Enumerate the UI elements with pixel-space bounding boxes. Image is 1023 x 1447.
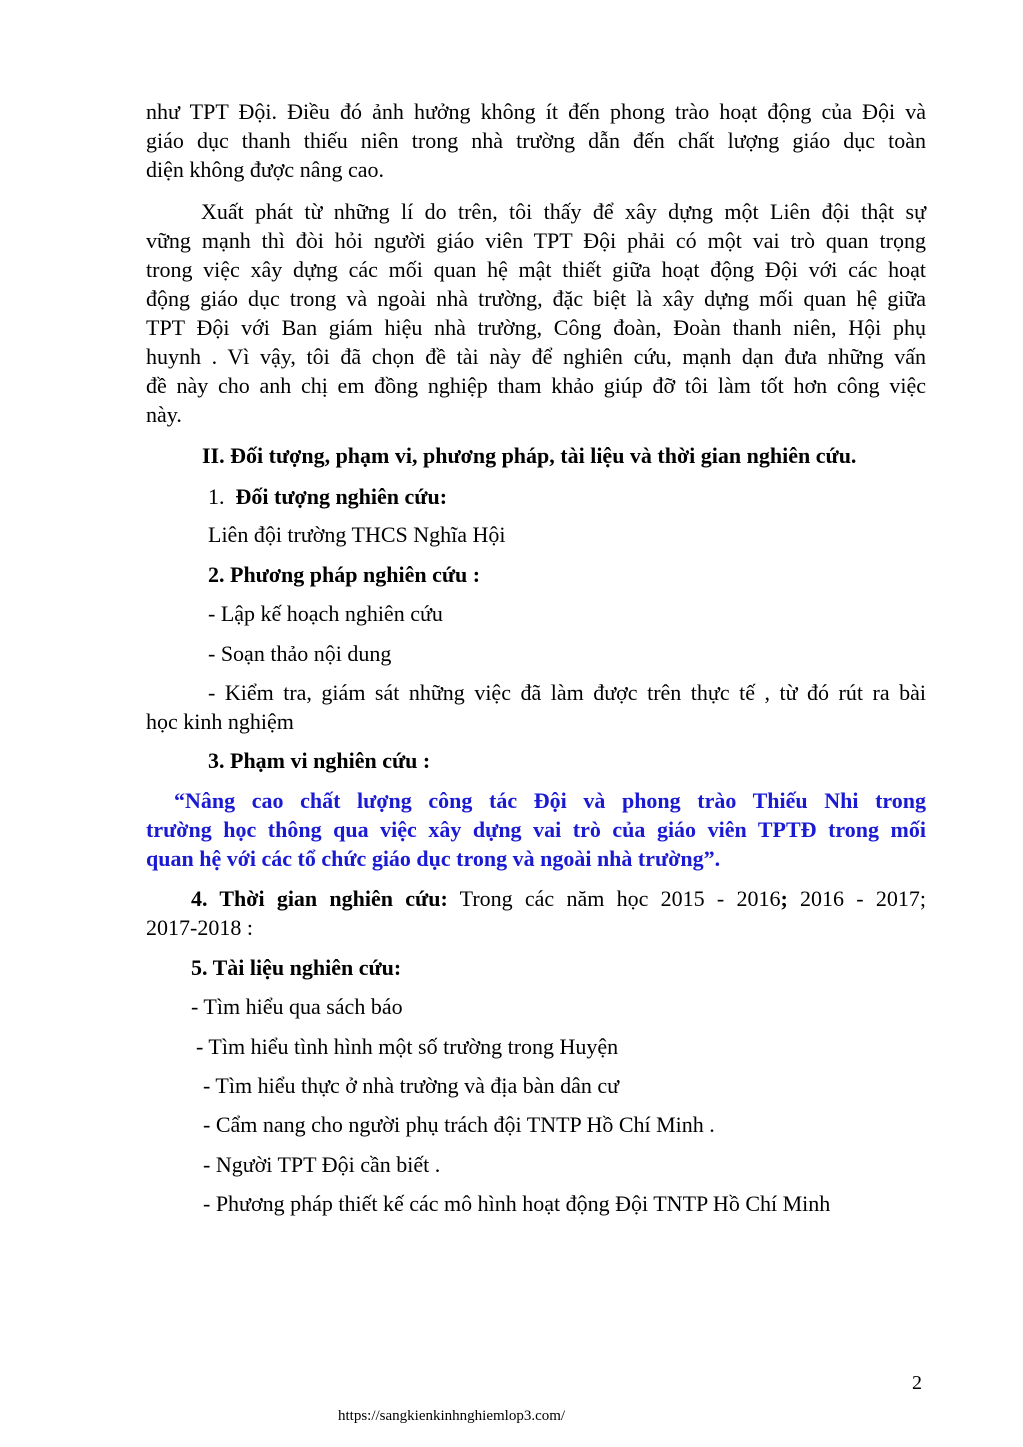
footer-url: https://sangkienkinhnghiemlop3.com/ <box>338 1408 566 1424</box>
subsection-1-text: Liên đội trường THCS Nghĩa Hội <box>208 522 506 547</box>
subsection-5-heading: 5. Tài liệu nghiên cứu: <box>191 955 402 980</box>
list-item: - Lập kế hoạch nghiên cứu <box>208 601 443 626</box>
list-item: - Người TPT Đội cần biết . <box>203 1152 441 1177</box>
subsection-number: 1. <box>208 484 225 509</box>
text-line: Xuất phát từ những lí do trên, tôi thấy để xây dựng một Liên đội thật sự <box>201 199 926 224</box>
page-number: 2 <box>912 1372 922 1394</box>
text-line: trong việc xây dựng các mối quan hệ mật thiết giữa hoạt động Đội với các hoạt <box>146 257 926 282</box>
time-range-text: Trong các năm học 2015 - 2016 <box>447 886 781 911</box>
text-line: giáo dục thanh thiếu niên trong nhà trường dẫn đến chất lượng giáo dục toàn <box>146 128 926 153</box>
text-line: - Kiểm tra, giám sát những việc đã làm được trên thực tế , từ đó rút ra bài <box>208 680 926 705</box>
text-line: 2017-2018 : <box>146 915 253 940</box>
reason-paragraph <box>146 197 926 429</box>
list-item: - Tìm hiểu tình hình một số trường trong Huyện <box>196 1034 619 1059</box>
time-range-text: 2016 - 2017; <box>787 886 926 911</box>
text-line: như TPT Đội. Điều đó ảnh hưởng không ít đến phong trào hoạt động của Đội và <box>146 99 926 124</box>
list-item: - Tìm hiểu qua sách báo <box>191 994 403 1019</box>
text-line: quan hệ với các tổ chức giáo dục trong và ngoài nhà trường”. <box>146 846 721 871</box>
text-line: “Nâng cao chất lượng công tác Đội và phong trào Thiếu Nhi trong <box>174 788 926 813</box>
subsection-4 <box>146 884 926 942</box>
list-item: - Cẩm nang cho người phụ trách đội TNTP Hồ Chí Minh . <box>203 1112 715 1137</box>
subsection-title: 4. Thời gian nghiên cứu: <box>191 886 448 911</box>
subsection-2-heading: 2. Phương pháp nghiên cứu : <box>208 562 481 587</box>
subsection-3-heading: 3. Phạm vi nghiên cứu : <box>208 748 431 773</box>
subsection-title: Đối tượng nghiên cứu: <box>235 484 448 509</box>
separator: ; <box>780 886 788 911</box>
text-line: diện không được nâng cao. <box>146 157 384 182</box>
text-line: huynh . Vì vậy, tôi đã chọn đề tài này để nghiên cứu, mạnh dạn đưa những vấn <box>146 344 926 369</box>
text-line: TPT Đội với Ban giám hiệu nhà trường, Công đoàn, Đoàn thanh niên, Hội phụ <box>146 315 926 340</box>
list-item: - Soạn thảo nội dung <box>208 641 392 666</box>
text-line <box>146 884 926 913</box>
section-heading: II. Đối tượng, phạm vi, phương pháp, tài liệu và thời gian nghiên cứu. <box>202 443 857 468</box>
text-line: học kinh nghiệm <box>146 709 294 734</box>
list-item: - Phương pháp thiết kế các mô hình hoạt động Đội TNTP Hồ Chí Minh <box>203 1191 831 1216</box>
text-line: vững mạnh thì đòi hỏi người giáo viên TPT Đội phải có một vai trò quan trọng <box>146 228 926 253</box>
list-item <box>146 678 926 736</box>
research-topic-quote <box>146 786 926 873</box>
list-item: - Tìm hiểu thực ở nhà trường và địa bàn dân cư <box>203 1073 620 1098</box>
text-line: động giáo dục trong và ngoài nhà trường, đặc biệt là xây dựng mối quan hệ giữa <box>146 286 926 311</box>
text-line: đề này cho anh chị em đồng nghiệp tham khảo giúp đỡ tôi làm tốt hơn công việc <box>146 373 926 398</box>
text-line: này. <box>146 402 182 427</box>
intro-paragraph-continued <box>146 97 926 184</box>
text-line: trường học thông qua việc xây dựng vai trò của giáo viên TPTĐ trong mối <box>146 817 926 842</box>
subsection-1-heading <box>208 482 447 511</box>
